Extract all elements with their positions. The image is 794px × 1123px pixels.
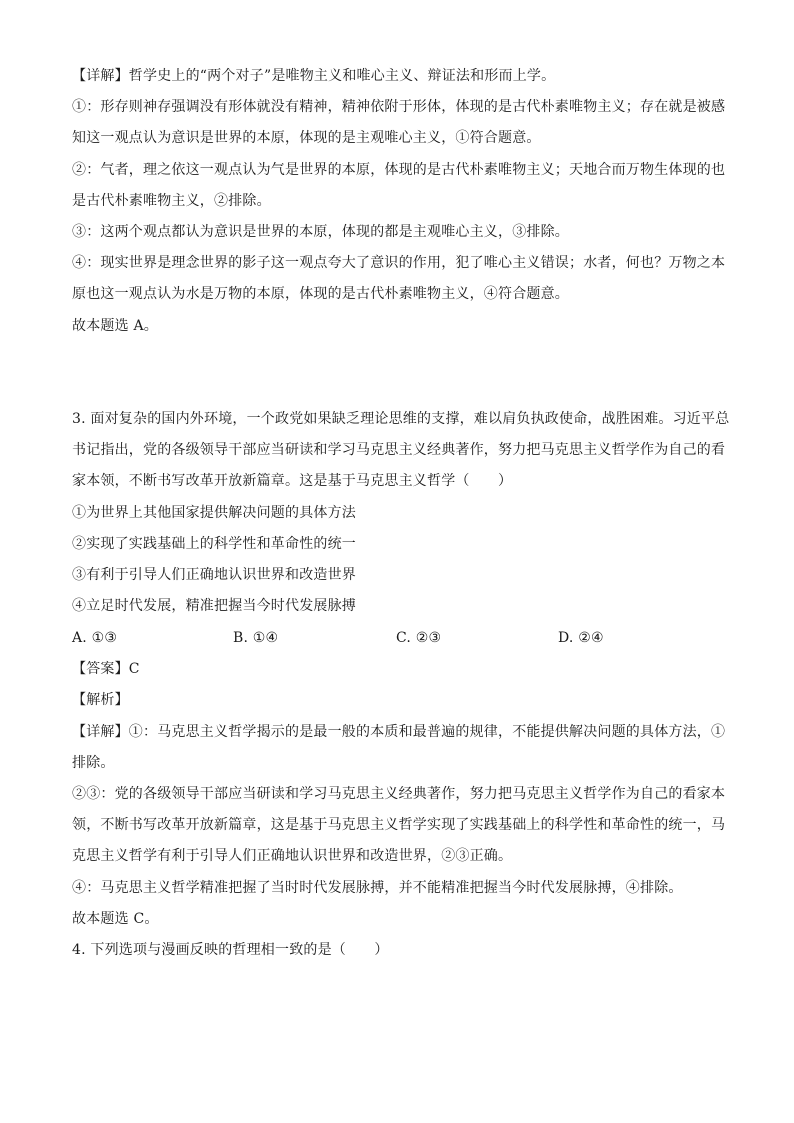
question-stem-line: 书记指出，党的各级领导干部应当研读和学习马克思主义经典著作，努力把马克思主义哲学作为自己的看: [72, 442, 726, 458]
detail-intro-line: 【详解】哲学史上的“两个对子”是唯物主义和唯心主义、辩证法和形而上学。: [72, 68, 556, 84]
statement-1: ①为世界上其他国家提供解决问题的具体方法: [72, 505, 356, 521]
answer-line: 【答案】C: [72, 661, 140, 677]
conclusion-line: 故本题选 C。: [72, 911, 159, 927]
statement-2: ②实现了实践基础上的科学性和革命性的统一: [72, 536, 356, 552]
option-d: D. ②④: [558, 630, 604, 646]
answer-options: [72, 628, 732, 648]
detail-line: ③：这两个观点都认为意识是世界的本原，体现的都是主观唯心主义，③排除。: [72, 224, 569, 240]
statement-4: ④立足时代发展，精准把握当今时代发展脉搏: [72, 598, 356, 614]
question-stem-line: 家本领，不断书写改革开放新篇章。这是基于马克思主义哲学（ ）: [72, 473, 513, 489]
statement-3: ③有利于引导人们正确地认识世界和改造世界: [72, 567, 356, 583]
detail-line: 原也这一观点认为水是万物的本原，体现的是古代朴素唯物主义，④符合题意。: [72, 286, 569, 302]
detail-line: 领，不断书写改革开放新篇章，这是基于马克思主义哲学实现了实践基础上的科学性和革命性的统一，马: [72, 817, 726, 833]
detail-line: 克思主义哲学有利于引导人们正确地认识世界和改造世界，②③正确。: [72, 848, 513, 864]
detail-line: ①：形存则神存强调没有形体就没有精神，精神依附于形体，体现的是古代朴素唯物主义；存在就是被感: [72, 99, 726, 115]
detail-line: 【详解】①：马克思主义哲学揭示的是最一般的本质和最普遍的规律，不能提供解决问题的具体方法，①: [72, 724, 726, 740]
detail-line: ④：现实世界是理念世界的影子这一观点夸大了意识的作用，犯了唯心主义错误；水者，何也？万物之本: [72, 255, 726, 271]
option-c: C. ②③: [396, 630, 442, 646]
detail-line: 排除。: [72, 755, 115, 771]
conclusion-line: 故本题选 A。: [72, 318, 158, 334]
option-b: B. ①④: [233, 630, 279, 646]
detail-line: ②③：党的各级领导干部应当研读和学习马克思主义经典著作，努力把马克思主义哲学作为自己的看家本: [72, 786, 726, 802]
question-stem-line: 4. 下列选项与漫画反映的哲理相一致的是（ ）: [72, 942, 389, 958]
detail-line: 知这一观点认为意识是世界的本原，体现的是主观唯心主义，①符合题意。: [72, 130, 541, 146]
option-a: A. ①③: [72, 630, 118, 646]
question-stem-line: 3. 面对复杂的国内外环境，一个政党如果缺乏理论思维的支撑，难以肩负执政使命，战胜困难。习近平总: [72, 411, 730, 427]
detail-line: ②：气者，理之依这一观点认为气是世界的本原，体现的是古代朴素唯物主义；天地合而万物生体现的也: [72, 162, 726, 178]
analysis-label: 【解析】: [72, 692, 129, 708]
detail-line: 是古代朴素唯物主义，②排除。: [72, 193, 271, 209]
detail-line: ④：马克思主义哲学精准把握了当时时代发展脉搏，并不能精准把握当今时代发展脉搏，④排除。: [72, 880, 683, 896]
